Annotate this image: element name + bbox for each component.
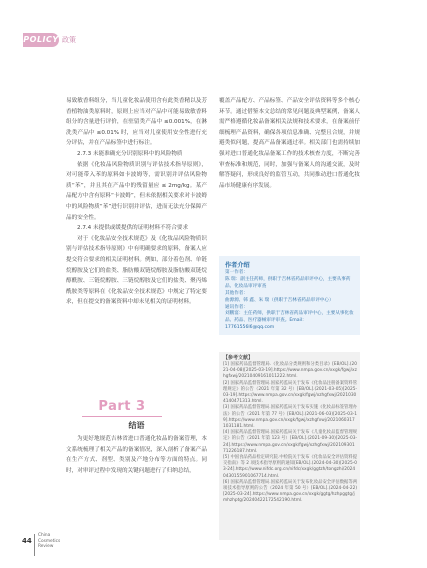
magazine-name-line: China xyxy=(38,533,51,538)
part-label: Part 3 xyxy=(98,399,146,414)
reference-item: [2] 国家药品监督管理局.国家药监局关于发布《化妆品注册备案资料管理规定》的公告（2021 年第 32 号）[EB/OL].(2021-03-05)[2025-03-19].https://www.nmpa.gov.cn/xxgk/fgwj/xzhgfxwj/20210304140471313.html. xyxy=(223,380,357,405)
author-line: 曲源源、韩 鑫、朱 瑞（供职于吉林省药品审评中心） xyxy=(225,297,334,303)
conclusion-body xyxy=(66,434,207,476)
author-line: 通讯作者： xyxy=(225,304,248,310)
author-line: 其他作者： xyxy=(225,290,248,296)
reference-item: [5] 中国食品药品检定研究院.中检院关于发布《化妆品安全评估资料提交指南》等 2 项技术指导原则的通知[EB/OL].(2024-04-30)[2025-03-24].https://www.nifdc.org.cn/nifdc/xxgk/ggtzh/tongzhi/20240430155901067714.html. xyxy=(223,455,357,479)
reference-item: [6] 国家药品监督管理局.国家药监局关于发布化妆品安全评估数据等两项技术指导原则的公告（2024 年第 50 号）[EB/OL].(2024-04-22)[2025-03-24].https://www.nmpa.gov.cn/xxgk/ggtg/hzhpggtg/jmhzhptg/20240422172542190.html. xyxy=(223,479,357,504)
author-line: 刘鹏宴：主任药师，供职于吉林省药品审评中心，主要从事化妆品、药品、医疗器械审评审查。Email：17761556l6@qq.com xyxy=(225,311,354,331)
body-paragraph: 对于《化妆品安全技术规范》及《化妆品风险物质识别与评估技术指导原则》中有明确要求的原料，备案人应提交符合要求的相关证明材料。例如，部分着色剂、单链烷醇胺及它们的盐类、脂肪酸双链烷醇胺及脂肪酸双链烷醇酰胺、三链烷醇胺、三链烷醇胺及它们的盐类、聚丙烯酰胺类等原料在《化妆品安全技术规范》中规定了特定要求，但在提交的备案资料中却未见相关的证明材料。 xyxy=(66,235,207,306)
part-divider xyxy=(82,416,162,417)
author-info-body xyxy=(225,270,355,332)
references-box xyxy=(219,352,360,540)
section-tag-cn: 政策 xyxy=(62,36,76,44)
left-column xyxy=(66,96,207,308)
author-line: 陈 瑞：副主任药师，供职于吉林省药品审评中心，主要从事药品、化妆品审评审查 xyxy=(225,276,351,289)
footer-divider xyxy=(34,534,35,556)
magazine-name xyxy=(38,533,60,550)
body-paragraph: 2.7.3 未能准确充分识别原料中的风险物质 xyxy=(77,150,183,157)
right-column xyxy=(219,96,360,191)
author-info-box xyxy=(219,256,360,335)
author-line: 第一作者： xyxy=(225,270,248,275)
conclusion-paragraph: 为更好地规范吉林省进口普通化妆品的备案管理，本文系统梳理了相关产品的备案情况，深入剖析了备案产品在生产方式、剂型、类别及产地分布等方面的特点。同时，对审评过程中发现的关键问题进行了归纳总结， xyxy=(66,436,207,474)
author-info-title: 作者介绍 xyxy=(225,262,250,269)
page-header xyxy=(0,0,427,57)
page-number: 44 xyxy=(22,537,32,545)
body-paragraph: 依据《化妆品风险物质识别与评估技术指导原则》，对可能带入苯的原料如卡波姆等，需识别并评估风险物质“苯”，并且其在产品中的残留量应 ≤ 2mg/kg。某产品配方中含有原料“卡波姆”，但未依据相关要求对卡波姆中的风险物质“苯”进行识别并评估，进而无法充分保障产品的安全性。 xyxy=(66,161,207,221)
reference-item: [4] 国家药品监督管理局.国家药监局关于发布《儿童化妆品监督管理规定》的公告（2021 年第 123 号）[EB/OL].(2021-09-30)[2025-03-24].https://www.nmpa.gov.cn/xxgk/fgwj/xzhgfxwj/20210930171226187.html. xyxy=(223,430,357,454)
magazine-name-line: Review xyxy=(38,544,54,550)
reference-item: [1] 国家药品监督管理局.《化妆品分类规则和分类目录》[EB/OL].(2021-04-08)[2025-03-19].https://www.nmpa.gov.cn/xxgk/fgwj/xzhgfxwj/20210409161011222.html. xyxy=(223,362,357,380)
section-tag: POLICY xyxy=(23,33,59,47)
references-title: 【参考文献】 xyxy=(223,355,254,361)
magazine-name-line: Cosmetics xyxy=(38,538,61,544)
body-paragraph: 覆盖产品配方、产品标签、产品安全评估资料等多个核心环节。通过借鉴本文总结的常见问题及典型案例，备案人需严格遵循化妆品备案相关法规和技术要求，在备案前仔细梳理产品资料，确保各项信息准确、完整且合规，并规避类似问题，提高产品备案通过率。相关部门也需持续加强对进口普通化妆品备案工作的技术核查力度，不断完善审查标准和规范，同时，加强与备案人的沟通交流，及时解答疑问，形成良好的监管互动，共同推动进口普通化妆品市场健康有序发展。 xyxy=(219,98,360,189)
body-paragraph: 易致敏香料组分，当儿童化妆品使用含有此类香精以及芳香植物油类原料时，原则上应当对产品中可能易致敏香料组分的含量进行评价，在驻留类产品中 ≤0.001%，在淋洗类产品中 ≤0.01% 时，应当对儿童使用安全性进行充分评估，并在产品标签中进行标注。 xyxy=(66,98,207,147)
conclusion-heading: 结语 xyxy=(128,421,145,430)
reference-item: [3] 国家药品监督管理局.国家药监局关于发布实施《化妆品标签管理办法》的公告（2021 年第 77 号）[EB/OL].(2021-06-03)[2025-03-19].https://www.nmpa.gov.cn/xxgk/fgwj/xzhgfxwj/20210603171031181.html. xyxy=(223,405,357,430)
references-list xyxy=(223,362,357,505)
body-paragraph: 2.7.4 未提供或缓提供的证明材料不符合要求 xyxy=(77,225,189,232)
